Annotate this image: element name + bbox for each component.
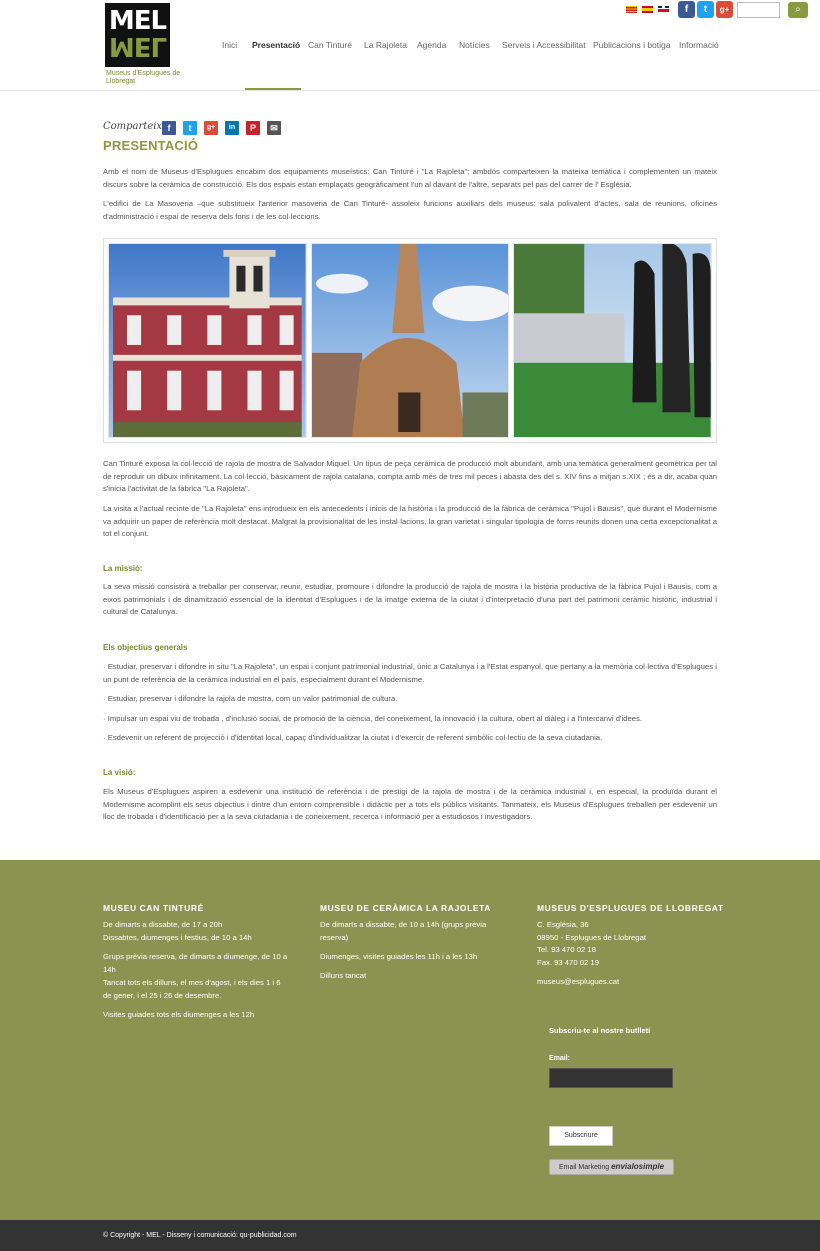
logo-text-top: MEL [108,6,167,36]
footer-hours-line: Tancat tots els dilluns, el mes d'agost, i els dies 1 i 6 de gener, i el 25 i 26 de desembre. [103,978,281,1000]
mission-text: La seva missió consistirà a treballar per conservar, reunir, estudiar, promoure i difondre la producció de rajola de mostra i la història productiva de la fàbrica Pujol i Bausis, com a eixos patrimonials i de dinamització essencial de la identitat d'Esplugues i de la imatge externa de la ciutat i d'interpretació d'una part del patrimoni ceràmic històric, industrial i cultural de Catalunya. [103,582,717,616]
body-paragraph-2: La visita a l'actual recinte de "La Rajoleta" ens introdueix en els antecedents i inicis de la història i la producció de la fàbrica de ceràmica "Pujol i Bausis", que durant el Modernisme va adquirir un paper de referència molt destacat. Malgrat la provisionalitat de les instal·lacions, la gran varietat i singular tipologia de forns reunits donen una certa excepcionalitat a tot el conjunt. [103,504,717,538]
sculpture-garden-photo[interactable] [513,243,712,438]
footer-col1-heading: MUSEU CAN TINTURÉ [103,903,204,913]
linkedin-share-icon[interactable]: in [225,121,239,135]
email-share-icon[interactable]: ✉ [267,121,281,135]
newsletter-email-label: Email: [549,1055,571,1062]
share-bar [162,121,281,135]
newsletter-title: Subscriu-te al nostre butlletí [549,1026,651,1035]
footer-hours-line: De dimarts a dissabte, de 17 a 20h [103,920,223,929]
nav-item-serveis[interactable]: Serveis i Accessibilitat [502,40,586,50]
site-footer [0,860,820,1220]
objective-item: · Impulsar un espai viu de trobada , d'inclusió social, de promoció de la ciència, del coneixement, la innovació i la cultura, obert al diàleg i a l'intercanvi d'idees. [103,714,642,723]
footer-col2-heading: MUSEU DE CERÀMICA LA RAJOLETA [320,903,492,913]
objectives-heading: Els objectius generals [103,643,188,652]
nav-active-indicator [245,88,301,90]
intro-paragraph-1: Amb el nom de Museus d'Esplugues encabim dos equipaments museístics: Can Tinturé i "La Rajoleta"; ambdós comparteixen la mateixa temàtica i complementen un mateix discurs sobre la ceràmica de construcció. Els dos espais estan emplaçats geogràficament l'un al davant de l'altre, separats pel pas del carrer de l' Església. [103,167,717,189]
flag-catalan-icon[interactable] [626,6,637,13]
main-nav [222,40,719,54]
pinterest-share-icon[interactable]: P [246,121,260,135]
google-plus-icon[interactable]: g+ [716,1,733,18]
footer-address-line: C. Església, 36 [537,920,589,929]
subscribe-button[interactable]: Subscriure [549,1126,613,1146]
envialosimple-logo: envialosimple [611,1162,665,1171]
google-plus-share-icon[interactable]: g+ [204,121,218,135]
search-input[interactable] [737,2,780,18]
nav-item-inici[interactable]: Inici [222,40,238,50]
objective-item: · Estudiar, preservar i difondre la rajola de mostra, com un valor patrimonial de cultura. [103,694,398,703]
vision-text: Els Museus d'Esplugues aspiren a esdevenir una institució de referència i de prestigi de la rajola de mostra i de la ceràmica industrial i, en especial, la produïda durant el Modernisme acomplint els seus objectius i dintre d'un entorn comprensible i didàctic per a tots els públics visitants. Tanmateix, els Museus d'Esplugues treballen per esdevenir un lloc de trobada i d'identificació per a la seva ciutadania i de coneixement, recerca i informació per a estudiosos i investigadors. [103,787,717,821]
nav-item-can-tinture[interactable]: Can Tinturé [308,40,352,50]
nav-item-publicacions[interactable]: Publicacions i botiga [593,40,671,50]
newsletter-email-input[interactable] [549,1068,673,1088]
vision-heading: La visió: [103,768,136,777]
page-title: PRESENTACIÓ [103,138,199,153]
footer-fax: Fax. 93 470 02 19 [537,958,599,967]
language-switcher [626,6,669,13]
footer-hours-line: Diumenges, visites guiades les 11h i a les 13h [320,952,478,961]
nav-item-la-rajoleta[interactable]: La Rajoleta [364,40,408,50]
intro-paragraph-2: L'edifici de La Masoveria –que substitueix l'anterior masoveria de Can Tinturé- assoleix funcions auxiliars dels museus: sala polivalent d'actes, sala de reunions, oficines d'administració i espai de reserva dels fons i de les col·leccions. [103,199,717,221]
site-header [0,0,820,91]
footer-col3-heading: MUSEUS D'ESPLUGUES DE LLOBREGAT [537,903,724,913]
search-icon[interactable]: ⌕ [788,2,808,18]
mission-heading: La missió: [103,564,143,573]
email-marketing-badge[interactable] [549,1159,674,1175]
la-rajoleta-kiln-photo[interactable] [311,243,510,438]
flag-english-icon[interactable] [658,6,669,13]
copyright-text: © Copyright - MEL - Disseny i comunicació: qu-publicidad.com [103,1232,297,1239]
nav-item-presentacio[interactable]: Presentació [252,40,301,50]
facebook-share-icon[interactable]: f [162,121,176,135]
nav-item-informacio[interactable]: Informació [679,40,719,50]
facebook-icon[interactable]: f [678,1,695,18]
photo-gallery [103,238,717,443]
twitter-icon[interactable]: t [697,1,714,18]
body-paragraph-1: Can Tinturé exposa la col·lecció de rajola de mostra de Salvador Miquel. Un tipus de peça ceràmica de producció molt abundant, amb una temàtica generalment geomètrica per tal de reproduir un dibuix infinitament. La col·lecció, bàsicament de rajola catalana, compta amb més de tres mil peces i abasta des del s. XIV fins a mitjan s.XIX ; és a dir, acaba quan s'inicia l'activitat de la fàbrica "La Rajoleta". [103,459,717,493]
footer-hours-line: Visites guiades tots els diumenges a les 12h [103,1010,255,1019]
twitter-share-icon[interactable]: t [183,121,197,135]
footer-hours-line: Grups prèvia reserva, de dimarts a diumenge, de 10 a 14h [103,952,288,974]
objective-item: · Esdevenir un referent de projecció i d'identitat local, capaç d'individualitzar la ciutat i d'exercir de referent simbòlic col·lectiu de la seva ciutadania. [103,733,603,742]
logo-text-mirrored: MEL [108,31,167,61]
nav-item-noticies[interactable]: Notícies [459,40,490,50]
flag-spanish-icon[interactable] [642,6,653,13]
nav-item-agenda[interactable]: Agenda [417,40,447,50]
footer-hours-line: Dilluns tancat [320,971,367,980]
footer-email-link[interactable]: museus@esplugues.cat [537,977,620,986]
footer-hours-line: De dimarts a dissabte, de 10 a 14h (grups prèvia reserva) [320,920,487,942]
can-tinture-building-photo[interactable] [108,243,307,438]
footer-hours-line: Dissabtes, diumenges i festius, de 10 a 14h [103,933,252,942]
share-label: Comparteix [103,121,163,132]
logo[interactable] [105,3,170,67]
objective-item: · Estudiar, preservar i difondre in situ "La Rajoleta", un espai i conjunt patrimonial industrial, únic a Catalunya i a l'Estat espanyol, que pertany a la memòria col·lectiva d'Esplugues i un punt de referència de la ceràmica industrial en el país, especialment durant el Modernisme. [103,662,717,684]
logo-subtitle: Museus d'Esplugues de Llobregat [106,70,181,85]
footer-phone[interactable]: Tel. 93 470 02 18 [537,945,596,954]
email-marketing-label: Email Marketing [558,1164,610,1171]
footer-address-line: 08950 - Esplugues de Llobregat [537,933,646,942]
